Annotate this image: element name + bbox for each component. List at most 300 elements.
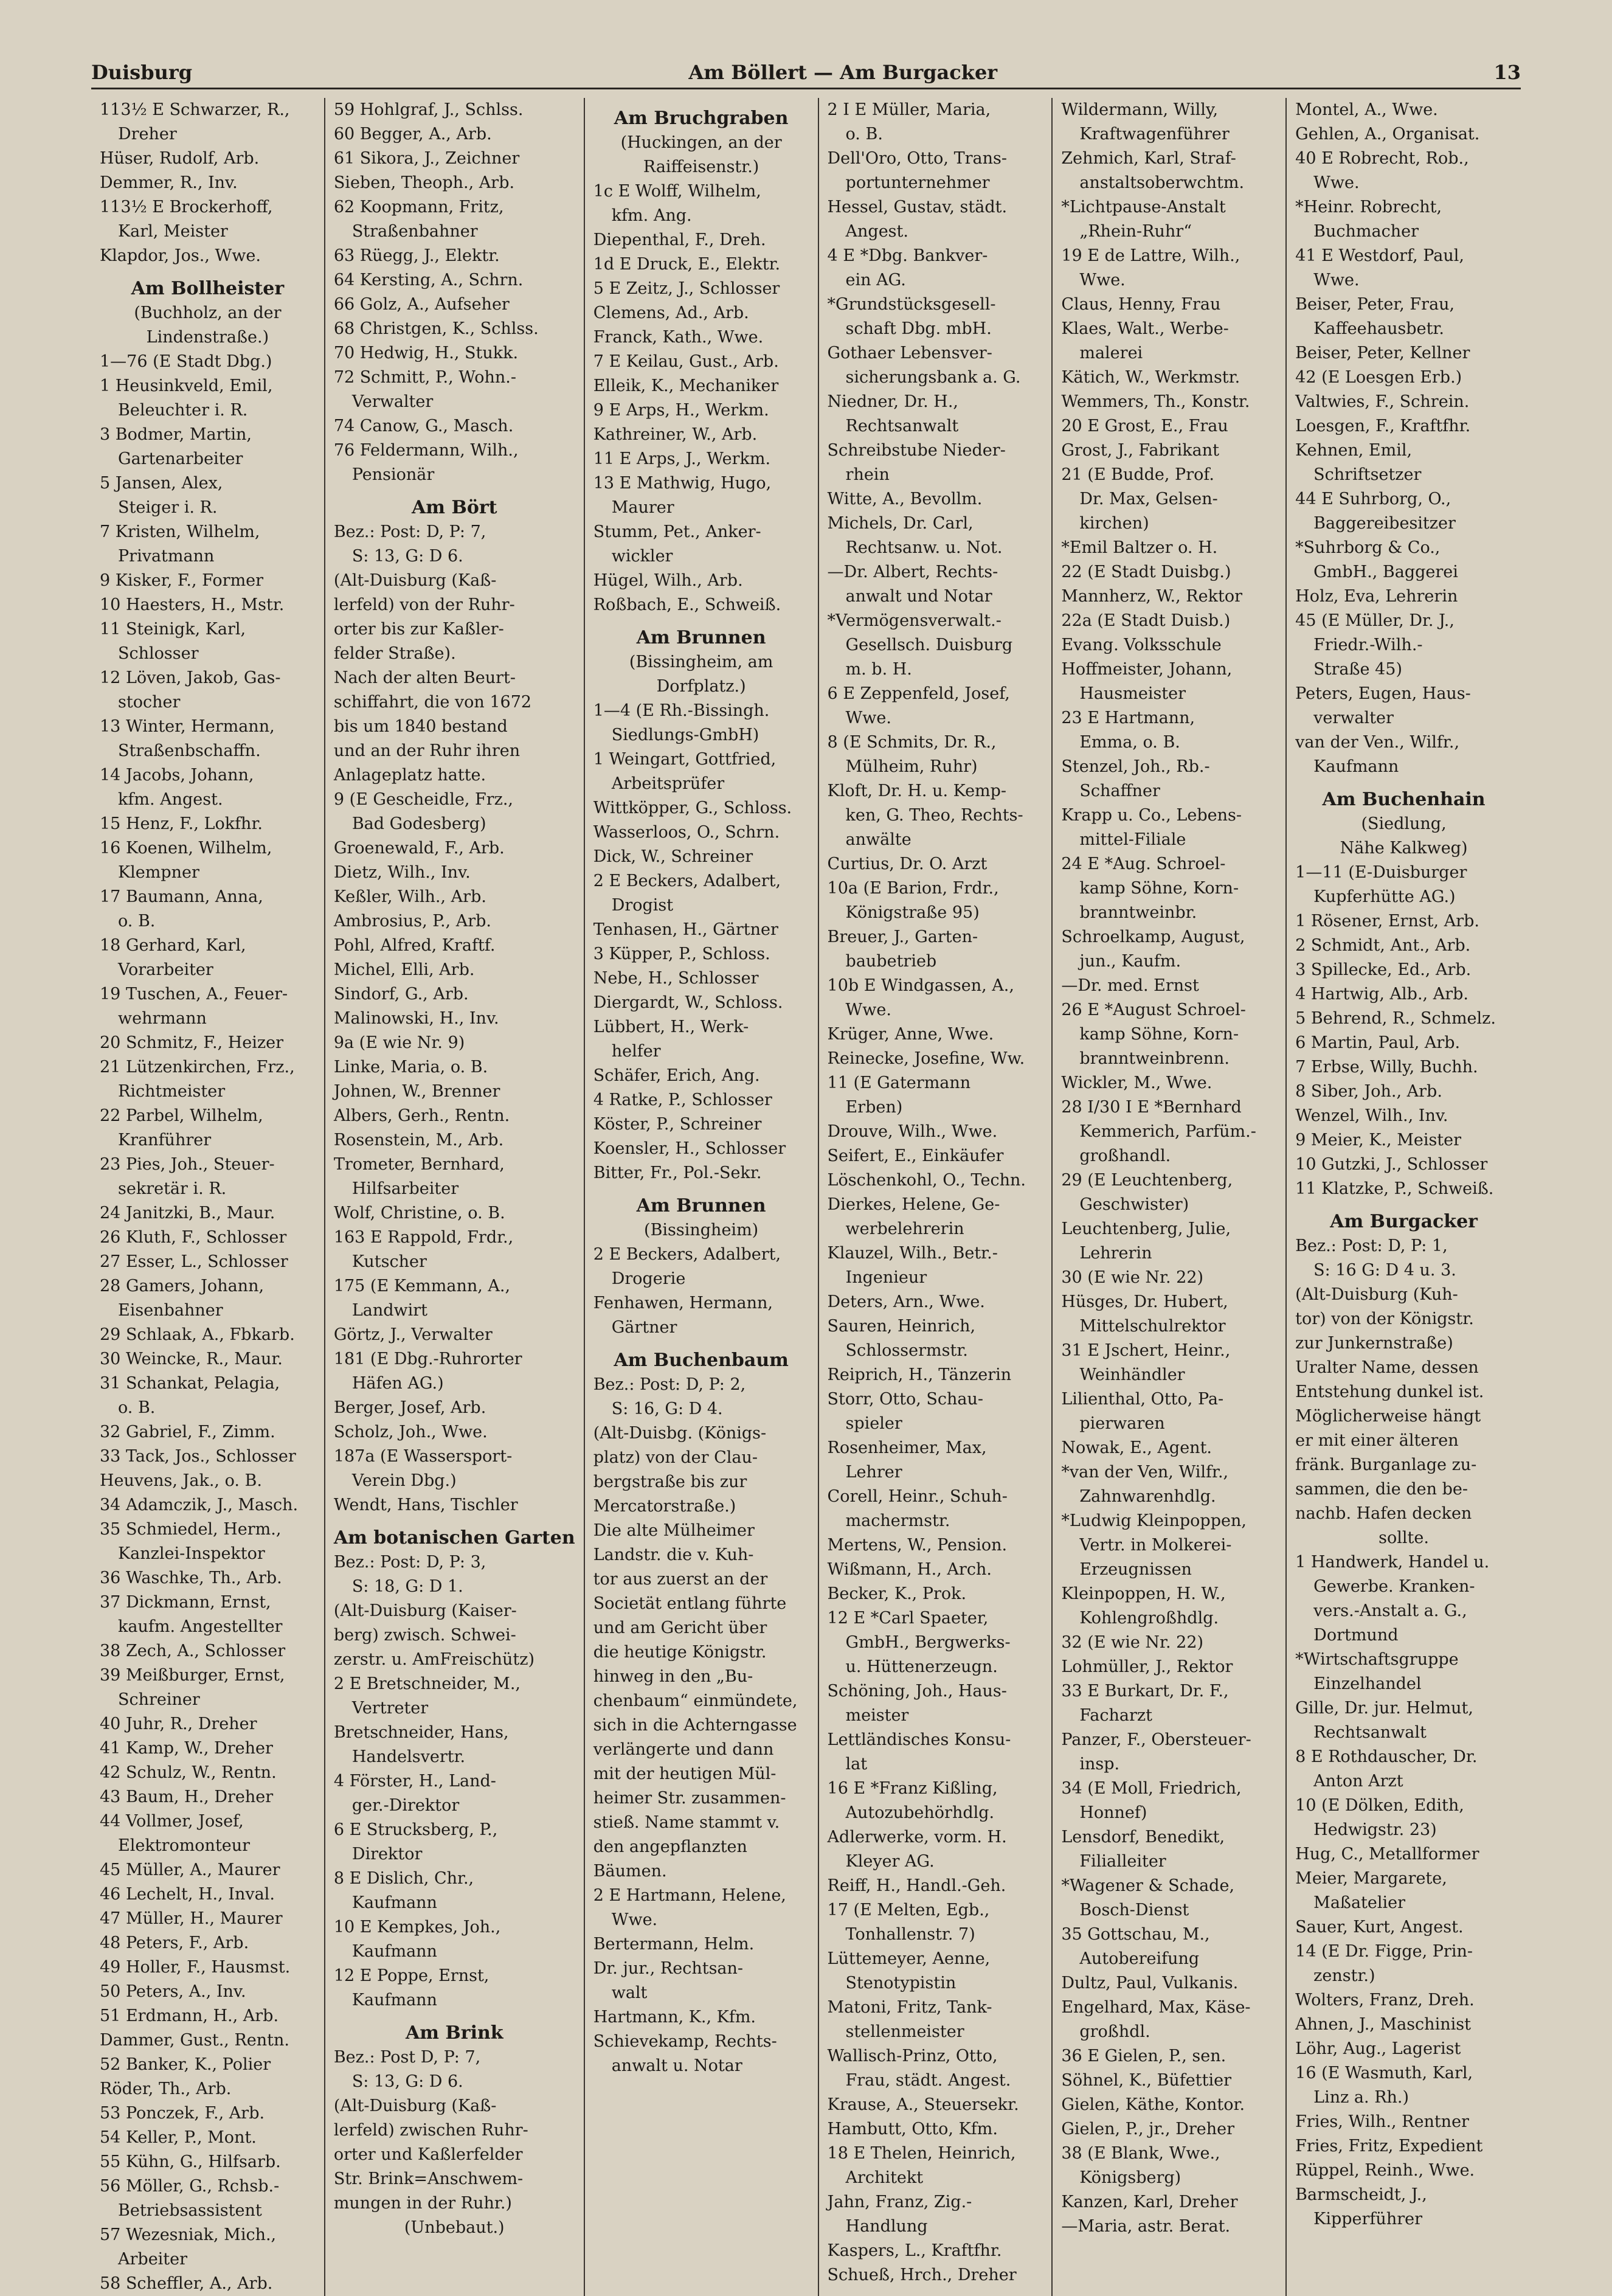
directory-line: Gewerbe. Kranken- [1313,1577,1475,1596]
directory-line: 29 Schlaak, A., Fbkarb. [100,1325,295,1344]
directory-line: Frau, städt. Angest. [845,2071,1011,2090]
directory-line: Lilienthal, Otto, Pa- [1061,1390,1224,1409]
directory-line: Corell, Heinr., Schuh- [827,1487,1008,1506]
directory-line: branntweinbrenn. [1079,1049,1230,1068]
directory-line: 26 Kluth, F., Schlosser [100,1228,287,1247]
directory-line: 40 Juhr, R., Dreher [100,1715,257,1733]
directory-line: (Unbebaut.) [404,2218,505,2237]
directory-line: (Huckingen, an der [620,133,782,152]
directory-line: Wwe. [611,1910,658,1929]
directory-line: 40 E Robrecht, Rob., [1295,149,1469,168]
directory-line: 9a (E wie Nr. 9) [333,1033,465,1052]
directory-column [91,98,325,2296]
directory-line: Hilfsarbeiter [351,1179,459,1198]
directory-line: Tenhasen, H., Gärtner [593,920,778,939]
directory-line: 34 Adamczik, J., Masch. [100,1496,299,1514]
directory-line: —Dr. Albert, Rechts- [827,563,998,581]
directory-line: lerfeld) zwischen Ruhr- [333,2121,528,2140]
directory-line: Dammer, Gust., Rentn. [100,2031,289,2050]
directory-line: Anton Arzt [1313,1772,1403,1791]
directory-line: 1—76 (E Stadt Dbg.) [100,352,272,371]
directory-line: Niedner, Dr. H., [827,392,958,411]
header-city: Duisburg [91,61,193,84]
directory-line: Wenzel, Wilh., Inv. [1295,1106,1448,1125]
directory-line: *Wirtschaftsgruppe [1295,1650,1459,1669]
directory-line: Stenzel, Joh., Rb.- [1061,757,1210,776]
directory-line: Hartmann, K., Kfm. [593,2008,756,2027]
directory-line: Dorfplatz.) [656,677,746,696]
street-heading: Am Buchenbaum [614,1350,789,1371]
directory-line: wickler [611,547,673,566]
directory-line: Evang. Volksschule [1061,636,1222,654]
directory-line: kaufm. Angestellter [118,1617,283,1636]
directory-line: Albers, Gerh., Rentn. [333,1106,510,1125]
directory-line: 58 Scheffler, A., Arb. [100,2274,273,2293]
directory-line: Arbeiter [118,2250,188,2269]
directory-line: ger.-Direktor [351,1796,460,1815]
directory-line: *Ludwig Kleinpoppen, [1061,1511,1247,1530]
directory-line: Beiser, Peter, Frau, [1295,295,1455,314]
directory-line: Bez.: Post D, P: 7, [333,2048,481,2067]
directory-line: m. b. H. [845,660,912,679]
directory-line: 30 Weincke, R., Maur. [100,1350,283,1368]
directory-line: Mannherz, W., Rektor [1061,587,1242,606]
directory-line: 12 E *Carl Spaeter, [827,1609,989,1628]
directory-line: Buchmacher [1313,222,1419,241]
directory-line: 1—4 (E Rh.-Bissingh. [593,701,770,720]
directory-line: Michel, Elli, Arb. [333,960,475,979]
directory-line: 23 E Hartmann, [1061,709,1195,727]
directory-line: Lensdorf, Benedikt, [1061,1828,1225,1847]
directory-line: 76 Feldermann, Wilh., [333,441,519,460]
directory-line: (Alt-Duisburg (Kaß- [333,2097,497,2115]
directory-line: Kanzen, Karl, Dreher [1061,2193,1238,2211]
directory-line: Koensler, H., Schlosser [593,1139,786,1158]
directory-line: Wwe. [845,1001,891,1019]
directory-line: Straße 45) [1313,660,1403,679]
directory-line: 3 Küpper, P., Schloss. [593,945,770,963]
directory-line: 20 Schmitz, F., Heizer [100,1033,283,1052]
directory-line: 22a (E Stadt Duisb.) [1061,611,1231,630]
directory-line: 12 E Poppe, Ernst, [333,1966,489,1985]
directory-line: Landstr. die v. Kuh- [593,1545,754,1564]
directory-line: Fries, Fritz, Expedient [1295,2137,1483,2156]
directory-line: o. B. [118,912,156,931]
directory-line: Rechtsanwalt [845,417,959,435]
header-page-number: 13 [1493,61,1521,84]
directory-line: 10 Gutzki, J., Schlosser [1295,1155,1488,1174]
directory-line: Dietz, Wilh., Inv. [333,863,471,882]
directory-line: 22 (E Stadt Duisbg.) [1061,563,1231,581]
directory-line: Vertreter [351,1699,429,1718]
directory-line: Rüppel, Reinh., Wwe. [1295,2161,1475,2180]
directory-line: Kaufmann [1313,757,1399,776]
directory-line: 45 (E Müller, Dr. J., [1295,611,1455,630]
street-heading: Am Buchenhain [1322,789,1486,810]
directory-line: Curtius, Dr. O. Arzt [827,855,988,873]
directory-line: Kaufmann [351,1893,437,1912]
directory-line: baubetrieb [845,952,937,971]
directory-line: Scholz, Joh., Wwe. [333,1423,488,1441]
directory-line: berg) zwisch. Schwei- [333,1626,516,1645]
directory-line: 18 Gerhard, Karl, [100,936,246,955]
directory-line: stellenmeister [845,2022,964,2041]
directory-column [325,98,585,2296]
directory-line: Kathreiner, W., Arb. [593,425,758,444]
directory-line: 16 E *Franz Kißling, [827,1779,998,1798]
directory-line: 1—11 (E-Duisburger [1295,863,1467,882]
directory-line: zur Junkernstraße) [1295,1334,1453,1353]
directory-line: Grost, J., Fabrikant [1061,441,1219,460]
directory-line: Mercatorstraße.) [593,1497,736,1516]
directory-line: zenstr.) [1313,1966,1375,1985]
directory-line: 1c E Wolff, Wilhelm, [593,182,761,201]
directory-line: Wemmers, Th., Konstr. [1061,392,1250,411]
directory-line: Engelhard, Max, Käse- [1061,1998,1251,2017]
directory-line: Anlageplatz hatte. [333,766,486,785]
directory-line: Filialleiter [1079,1852,1166,1871]
directory-line: Claus, Henny, Frau [1061,295,1221,314]
directory-line: 36 Waschke, Th., Arb. [100,1569,282,1587]
directory-line: o. B. [845,125,883,144]
directory-line: Diergardt, W., Schloss. [593,993,783,1012]
directory-line: Valtwies, F., Schrein. [1295,392,1470,411]
directory-line: van der Ven., Wilfr., [1295,733,1460,752]
directory-line: Diepenthal, F., Dreh. [593,231,766,249]
directory-line: Vertr. in Molkerei- [1079,1536,1232,1555]
directory-line: Pohl, Alfred, Kraftf. [333,936,496,955]
directory-line: Verein Dbg.) [351,1471,457,1490]
directory-line: Bad Godesberg) [351,814,486,833]
directory-line: Schroelkamp, August, [1061,928,1245,946]
directory-line: 163 E Rappold, Frdr., [333,1228,514,1247]
directory-line: kfm. Angest. [118,790,223,809]
directory-line: Königstraße 95) [845,903,980,922]
directory-line: Vorarbeiter [118,960,213,979]
directory-line: 5 E Zeitz, J., Schlosser [593,279,780,298]
directory-line: 72 Schmitt, P., Wohn.- [333,368,516,387]
directory-line: Krapp u. Co., Lebens- [1061,806,1242,825]
directory-line: Autozubehörhdlg. [845,1803,995,1822]
directory-line: Wwe. [1313,271,1360,290]
directory-line: branntweinbr. [1079,903,1197,922]
directory-line: 52 Banker, K., Polier [100,2055,271,2074]
directory-line: Einzelhandel [1313,1674,1422,1693]
directory-line: Kohlengroßhdlg. [1079,1609,1219,1628]
directory-line: Wallisch-Prinz, Otto, [827,2047,998,2065]
directory-line: Bertermann, Helm. [593,1935,755,1954]
directory-line: 41 E Westdorf, Paul, [1295,246,1464,265]
directory-line: Reiprich, H., Tänzerin [827,1365,1012,1384]
directory-line: kfm. Ang. [611,206,692,225]
directory-line: Holz, Eva, Lehrerin [1295,587,1458,606]
directory-line: Handelsvertr. [351,1747,466,1766]
directory-line: die heutige Königstr. [593,1643,767,1662]
directory-line: meister [845,1706,909,1725]
directory-line: Rosenstein, M., Arb. [333,1131,504,1150]
directory-line: Franck, Kath., Wwe. [593,328,764,347]
directory-line: 24 E *Aug. Schroel- [1061,855,1226,873]
directory-line: 13 Winter, Hermann, [100,717,275,736]
directory-line: 113½ E Brockerhoff, [100,198,273,217]
directory-line: verwalter [1313,709,1394,727]
directory-line: tor aus zuerst an der [593,1570,768,1589]
directory-line: 49 Holler, F., Hausmst. [100,1958,291,1977]
directory-line: 24 Janitzki, B., Maur. [100,1204,275,1223]
directory-line: 51 Erdmann, H., Arb. [100,2006,279,2025]
directory-line: fränk. Burganlage zu- [1295,1455,1477,1474]
directory-line: *Grundstücksgesell- [827,295,996,314]
directory-line: Lindenstraße.) [146,328,269,347]
directory-column [585,98,819,2296]
directory-line: GmbH., Baggerei [1313,563,1458,581]
street-heading: Am botanischen Garten [333,1527,575,1549]
directory-line: Jahn, Franz, Zig.- [827,2193,972,2211]
directory-line: Schäfer, Erich, Ang. [593,1066,760,1085]
directory-line: Architekt [845,2168,924,2187]
directory-line: Geschwister) [1079,1195,1189,1214]
directory-line: mittel-Filiale [1079,830,1186,849]
directory-line: 9 (E Gescheidle, Frz., [333,790,514,809]
directory-line: Schlossermstr. [845,1341,968,1360]
directory-line: Sauren, Heinrich, [827,1317,976,1336]
directory-line: 9 E Arps, H., Werkm. [593,401,769,420]
directory-line: 4 Hartwig, Alb., Arb. [1295,985,1468,1004]
directory-line: platz) von der Clau- [593,1448,758,1467]
directory-line: 1 Weingart, Gottfried, [593,750,777,769]
directory-line: 28 Gamers, Johann, [100,1277,265,1295]
directory-line: mit der heutigen Mül- [593,1764,777,1783]
directory-line: 3 Spillecke, Ed., Arb. [1295,960,1472,979]
directory-line: 68 Christgen, K., Schlss. [333,319,539,338]
directory-line: Autobereifung [1079,1949,1200,1968]
directory-line: 5 Jansen, Alex, [100,474,223,493]
directory-line: Direktor [351,1845,423,1864]
street-heading: Am Bollheister [131,278,285,299]
street-heading: Am Brunnen [636,1195,766,1216]
directory-line: Schreiner [118,1690,200,1709]
directory-line: *Suhrborg & Co., [1295,538,1441,557]
directory-line: 22 Parbel, Wilhelm, [100,1106,263,1125]
directory-line: Loesgen, F., Kraftfhr. [1295,417,1471,435]
directory-line: S: 13, G: D 6. [351,2072,463,2091]
directory-line: Dortmund [1313,1626,1399,1645]
directory-line: chenbaum“ einmündete, [593,1691,798,1710]
directory-line: orter bis zur Kaßler- [333,620,504,639]
directory-line: Rechtsanwalt [1313,1723,1427,1742]
directory-line: 20 E Grost, E., Frau [1061,417,1228,435]
directory-line: nachb. Hafen decken [1295,1504,1472,1523]
directory-line: Kaufmann [351,1991,437,2010]
directory-line: Landwirt [351,1301,428,1320]
directory-line: portunternehmer [845,173,990,192]
directory-line: Häfen AG.) [351,1374,444,1393]
directory-line: 14 (E Dr. Figge, Prin- [1295,1942,1473,1961]
directory-line: 12 Löven, Jakob, Gas- [100,668,281,687]
directory-line: Siedlungs-GmbH) [611,726,759,744]
directory-line: Ingenieur [845,1268,927,1287]
directory-line: (Bissingheim) [644,1221,759,1240]
directory-line: 1 Rösener, Ernst, Arb. [1295,912,1479,931]
directory-line: *Lichtpause-Anstalt [1061,198,1226,217]
directory-column [819,98,1053,2296]
directory-line: 6 Martin, Paul, Arb. [1295,1033,1461,1052]
directory-line: Wildermann, Willy, [1061,100,1219,119]
directory-line: *Wagener & Schade, [1061,1876,1235,1895]
directory-column [1053,98,1287,2296]
directory-line: Zahnwarenhdlg. [1079,1487,1216,1506]
directory-line: Königsberg) [1079,2168,1181,2187]
directory-line: Leuchtenberg, Julie, [1061,1219,1231,1238]
directory-line: Klaes, Walt., Werbe- [1061,319,1229,338]
directory-line: Angest. [845,222,908,241]
directory-line: 2 I E Müller, Maria, [827,100,991,119]
directory-line: Mertens, W., Pension. [827,1536,1008,1555]
directory-line: Wolters, Franz, Dreh. [1295,1991,1475,2010]
directory-line: Kaufmann [351,1942,437,1961]
directory-line: 64 Kersting, A., Schrn. [333,271,524,290]
directory-line: Montel, A., Wwe. [1295,100,1438,119]
directory-line: 30 (E wie Nr. 22) [1061,1268,1204,1287]
directory-line: Beiser, Peter, Kellner [1295,344,1470,362]
directory-line: Honnef) [1079,1803,1147,1822]
directory-line: 8 E Dislich, Chr., [333,1869,474,1888]
directory-line: Maurer [611,498,674,517]
directory-line: 38 Zech, A., Schlosser [100,1642,286,1660]
directory-line: Kraftwagenführer [1079,125,1230,144]
directory-line: malerei [1079,344,1143,362]
directory-line: 175 (E Kemmann, A., [333,1277,511,1295]
directory-line: Kupferhütte AG.) [1313,887,1456,906]
directory-line: 11 Steinigk, Karl, [100,620,246,639]
directory-line: 21 (E Budde, Prof. [1061,465,1214,484]
directory-line: 61 Sikora, J., Zeichner [333,149,520,168]
directory-line: 8 Siber, Joh., Arb. [1295,1082,1442,1101]
directory-line: Hügel, Wilh., Arb. [593,571,743,590]
directory-line: —Maria, astr. Berat. [1061,2217,1231,2236]
directory-line: sollte. [1379,1528,1429,1547]
directory-line: insp. [1079,1755,1120,1774]
directory-line: heimer Str. zusammen- [593,1789,786,1808]
directory-line: Baggereibesitzer [1313,514,1456,533]
directory-line: Kehnen, Emil, [1295,441,1413,460]
directory-line: und am Gericht über [593,1618,767,1637]
directory-line: 63 Rüegg, J., Elektr. [333,246,500,265]
directory-line: den angepflanzten [593,1837,747,1856]
directory-line: Hessel, Gustav, städt. [827,198,1008,217]
directory-line: 29 (E Leuchtenberg, [1061,1171,1233,1190]
directory-line: *Heinr. Robrecht, [1295,198,1442,217]
directory-line: Betriebsassistent [118,2201,262,2220]
directory-line: Fries, Wilh., Rentner [1295,2112,1469,2131]
directory-line: 10 (E Dölken, Edith, [1295,1796,1464,1815]
directory-line: 13 E Mathwig, Hugo, [593,474,772,493]
directory-line: 10b E Windgassen, A., [827,976,1014,995]
directory-line: 36 E Gielen, P., sen. [1061,2047,1226,2065]
directory-line: 39 Meißburger, Ernst, [100,1666,285,1685]
directory-line: Kätich, W., Werkmstr. [1061,368,1240,387]
directory-line: 7 Erbse, Willy, Buchh. [1295,1058,1478,1077]
directory-line: 11 E Arps, J., Werkm. [593,449,771,468]
directory-line: 43 Baum, H., Dreher [100,1788,274,1806]
directory-line: Lüttemeyer, Aenne, [827,1949,991,1968]
directory-line: stieß. Name stammt v. [593,1813,780,1832]
directory-line: mungen in der Ruhr.) [333,2194,512,2213]
directory-line: anstaltsoberwchtm. [1079,173,1245,192]
directory-line: 1d E Druck, E., Elektr. [593,255,781,274]
directory-line: rhein [845,465,890,484]
directory-line: zerstr. u. AmFreischütz) [333,1650,535,1669]
directory-line: Adlerwerke, vorm. H. [827,1828,1007,1847]
directory-line: Zehmich, Karl, Straf- [1061,149,1236,168]
directory-line: Kaspers, L., Kraftfhr. [827,2241,1002,2260]
directory-line: Mittelschulrektor [1079,1317,1226,1336]
directory-line: lat [845,1755,868,1774]
directory-line: Kanzlei-Inspektor [118,1544,265,1563]
directory-line: Meier, Margarete, [1295,1869,1447,1888]
directory-line: 187a (E Wassersport- [333,1447,513,1466]
directory-line: Krause, A., Steuersekr. [827,2095,1019,2114]
directory-line: Wasserloos, O., Schrn. [593,823,780,842]
directory-line: Drouve, Wilh., Wwe. [827,1122,998,1141]
directory-line: 6 E Strucksberg, P., [333,1820,498,1839]
directory-line: 4 Ratke, P., Schlosser [593,1091,772,1109]
directory-line: GmbH., Bergwerks- [845,1633,1011,1652]
directory-line: Lohmüller, J., Rektor [1061,1657,1233,1676]
directory-line: Dell'Oro, Otto, Trans- [827,149,1007,168]
directory-line: spieler [845,1414,902,1433]
directory-line: Emma, o. B. [1079,733,1180,752]
directory-line: Bosch-Dienst [1079,1901,1189,1920]
directory-line: Straßenbahner [351,222,478,241]
directory-line: Gesellsch. Duisburg [845,636,1013,654]
header-street-range: Am Böllert — Am Burgacker [688,61,998,84]
directory-line: Linke, Maria, o. B. [333,1058,488,1077]
directory-line: Kutscher [351,1252,427,1271]
directory-line: S: 16, G: D 4. [611,1399,723,1418]
directory-line: 55 Kühn, G., Hilfsarb. [100,2152,281,2171]
directory-line: Entstehung dunkel ist. [1295,1382,1484,1401]
directory-line: Deters, Arn., Wwe. [827,1292,985,1311]
directory-line: 35 Gottschau, M., [1061,1925,1210,1944]
street-heading: Am Bört [412,497,497,518]
directory-line: 23 Pies, Joh., Steuer- [100,1155,275,1174]
directory-line: 41 Kamp, W., Dreher [100,1739,273,1758]
directory-line: Hug, C., Metallformer [1295,1845,1479,1864]
directory-line: anwälte [845,830,912,849]
directory-line: Nähe Kalkweg) [1340,839,1468,858]
directory-line: Matoni, Fritz, Tank- [827,1998,992,2017]
directory-line: Wolf, Christine, o. B. [333,1204,505,1223]
directory-line: 19 E de Lattre, Wilh., [1061,246,1240,265]
directory-line: 5 Behrend, R., Schmelz. [1295,1009,1496,1028]
directory-line: hinweg in den „Bu- [593,1667,753,1686]
directory-line: Stenotypistin [845,1974,956,1993]
directory-line: Görtz, J., Verwalter [333,1325,493,1344]
directory-line: 3 Bodmer, Martin, [100,425,252,444]
directory-line: Keßler, Wilh., Arb. [333,887,486,906]
directory-line: Drogist [611,896,674,915]
directory-line: 9 Kisker, F., Former [100,571,264,590]
directory-columns [91,98,1521,2293]
directory-line: 53 Ponczek, F., Arb. [100,2104,265,2123]
street-heading: Am Brink [405,2022,503,2044]
directory-line: Pensionär [351,465,435,484]
directory-line: 32 (E wie Nr. 22) [1061,1633,1204,1652]
directory-line: 7 E Keilau, Gust., Arb. [593,352,779,371]
directory-line: 54 Keller, P., Mont. [100,2128,257,2147]
directory-line: 70 Hedwig, H., Stukk. [333,344,519,362]
